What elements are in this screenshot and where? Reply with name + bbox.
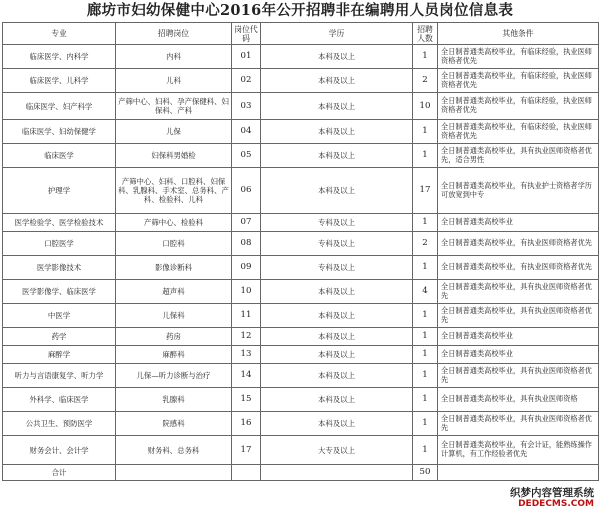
cell-code: 06	[232, 168, 261, 214]
recruitment-table	[2, 22, 599, 481]
cell-edu: 本科及以上	[261, 304, 413, 328]
cell-count: 1	[413, 45, 438, 69]
cell-major: 临床医学、妇幼保健学	[3, 120, 116, 144]
cell-major: 财务会计、会计学	[3, 436, 116, 465]
cell-post: 内科	[116, 45, 232, 69]
cell-edu: 本科及以上	[261, 69, 413, 93]
cell-cond: 全日制普通类高校毕业，具有执业医师资格者优先	[438, 280, 599, 304]
header-post: 招聘岗位	[116, 23, 232, 45]
header-cond: 其他条件	[438, 23, 599, 45]
cell-major: 麻醉学	[3, 346, 116, 364]
watermark	[510, 488, 594, 510]
cell-code: 14	[232, 364, 261, 388]
cell-count: 1	[413, 412, 438, 436]
cell-code: 16	[232, 412, 261, 436]
table-row	[3, 69, 599, 93]
header-edu: 学历	[261, 23, 413, 45]
cell-major: 外科学、临床医学	[3, 388, 116, 412]
cell-major: 中医学	[3, 304, 116, 328]
cell-code: 01	[232, 45, 261, 69]
cell-major: 药学	[3, 328, 116, 346]
cell-count: 2	[413, 69, 438, 93]
cell-count: 4	[413, 280, 438, 304]
cell-major: 临床医学、内科学	[3, 45, 116, 69]
cell-code: 04	[232, 120, 261, 144]
cell-major: 公共卫生、预防医学	[3, 412, 116, 436]
cell-post: 乳腺科	[116, 388, 232, 412]
cell-major: 临床医学	[3, 144, 116, 168]
cell-edu: 本科及以上	[261, 168, 413, 214]
cell-edu: 本科及以上	[261, 120, 413, 144]
cell-count: 17	[413, 168, 438, 214]
cell-post: 财务科、总务科	[116, 436, 232, 465]
total-empty-cond	[438, 465, 599, 481]
cell-post: 儿科	[116, 69, 232, 93]
cell-post: 儿保	[116, 120, 232, 144]
cell-cond: 全日制普通类高校毕业，有执业医师资格者优先	[438, 256, 599, 280]
watermark-line1: 织梦内容管理系统	[510, 487, 594, 499]
cell-major: 医学影像学、临床医学	[3, 280, 116, 304]
total-empty-post	[116, 465, 232, 481]
cell-post: 院感科	[116, 412, 232, 436]
total-count: 50	[413, 465, 438, 481]
table-row	[3, 280, 599, 304]
cell-major: 护理学	[3, 168, 116, 214]
cell-cond: 全日制普通类高校毕业	[438, 328, 599, 346]
cell-count: 1	[413, 346, 438, 364]
cell-edu: 本科及以上	[261, 412, 413, 436]
table-row	[3, 232, 599, 256]
cell-edu: 专科及以上	[261, 232, 413, 256]
cell-major: 临床医学、妇产科学	[3, 93, 116, 120]
cell-count: 1	[413, 304, 438, 328]
cell-code: 13	[232, 346, 261, 364]
cell-cond: 全日制普通类高校毕业，有执业护士资格者学历可放宽到中专	[438, 168, 599, 214]
table-row	[3, 304, 599, 328]
cell-edu: 大专及以上	[261, 436, 413, 465]
cell-count: 1	[413, 388, 438, 412]
table-row	[3, 346, 599, 364]
cell-cond: 全日制普通类高校毕业	[438, 214, 599, 232]
cell-edu: 专科及以上	[261, 256, 413, 280]
page-title: 廊坊市妇幼保健中心2016年公开招聘非在编聘用人员岗位信息表	[86, 2, 514, 19]
cell-edu: 本科及以上	[261, 144, 413, 168]
cell-count: 1	[413, 256, 438, 280]
cell-code: 02	[232, 69, 261, 93]
cell-post: 超声科	[116, 280, 232, 304]
cell-edu: 本科及以上	[261, 388, 413, 412]
cell-edu: 本科及以上	[261, 45, 413, 69]
cell-code: 17	[232, 436, 261, 465]
header-code: 岗位代码	[232, 23, 261, 45]
cell-post: 产筛中心、妇科、孕产保健科、妇保科、产科	[116, 93, 232, 120]
cell-code: 08	[232, 232, 261, 256]
table-row	[3, 256, 599, 280]
cell-cond: 全日制普通类高校毕业，有执业医师资格者优先	[438, 232, 599, 256]
table-row	[3, 45, 599, 69]
cell-cond: 全日制普通类高校毕业，有临床经验，执业医师资格者优先	[438, 45, 599, 69]
cell-code: 15	[232, 388, 261, 412]
table-row	[3, 328, 599, 346]
table-row	[3, 436, 599, 465]
table-row	[3, 120, 599, 144]
cell-code: 10	[232, 280, 261, 304]
cell-post: 影像诊断科	[116, 256, 232, 280]
cell-post: 药房	[116, 328, 232, 346]
cell-post: 口腔科	[116, 232, 232, 256]
header-major: 专业	[3, 23, 116, 45]
cell-code: 03	[232, 93, 261, 120]
total-empty-edu	[261, 465, 413, 481]
total-empty-code	[232, 465, 261, 481]
cell-code: 05	[232, 144, 261, 168]
cell-code: 11	[232, 304, 261, 328]
cell-cond: 全日制普通类高校毕业，具有执业医师资格者优先	[438, 364, 599, 388]
header-row	[3, 23, 599, 45]
cell-count: 10	[413, 93, 438, 120]
watermark-line2: DEDECMS.COM	[518, 499, 594, 509]
table-row	[3, 144, 599, 168]
cell-count: 1	[413, 144, 438, 168]
cell-post: 产筛中心、检验科	[116, 214, 232, 232]
cell-count: 1	[413, 328, 438, 346]
cell-major: 医学影像技术	[3, 256, 116, 280]
header-count: 招聘人数	[413, 23, 438, 45]
cell-edu: 本科及以上	[261, 93, 413, 120]
table-row	[3, 412, 599, 436]
table-row	[3, 168, 599, 214]
cell-major: 医学检验学、医学检验技术	[3, 214, 116, 232]
cell-cond: 全日制普通类高校毕业，具有执业医师资格者优先	[438, 412, 599, 436]
cell-count: 2	[413, 232, 438, 256]
cell-edu: 本科及以上	[261, 280, 413, 304]
cell-post: 儿保—听力诊断与治疗	[116, 364, 232, 388]
cell-code: 09	[232, 256, 261, 280]
cell-count: 1	[413, 214, 438, 232]
cell-count: 1	[413, 436, 438, 465]
cell-edu: 专科及以上	[261, 214, 413, 232]
cell-major: 临床医学、儿科学	[3, 69, 116, 93]
cell-cond: 全日制普通类高校毕业，有临床经验，执业医师资格者优先	[438, 120, 599, 144]
cell-code: 07	[232, 214, 261, 232]
cell-cond: 全日制普通类高校毕业	[438, 346, 599, 364]
cell-post: 儿保科	[116, 304, 232, 328]
cell-count: 1	[413, 364, 438, 388]
cell-post: 妇保科男婚检	[116, 144, 232, 168]
cell-edu: 本科及以上	[261, 346, 413, 364]
cell-edu: 本科及以上	[261, 364, 413, 388]
cell-code: 12	[232, 328, 261, 346]
total-label: 合计	[3, 465, 116, 481]
table-row	[3, 214, 599, 232]
table-row	[3, 388, 599, 412]
cell-cond: 全日制普通类高校毕业，有会计证，能熟练操作计算机，有工作经验者优先	[438, 436, 599, 465]
cell-cond: 全日制普通类高校毕业，具有执业医师资格者优先，适合男性	[438, 144, 599, 168]
cell-cond: 全日制普通类高校毕业，有临床经验，执业医师资格者优先	[438, 69, 599, 93]
cell-cond: 全日制普通类高校毕业，具有执业医师资格者优先	[438, 304, 599, 328]
cell-post: 产筛中心、妇科、口腔科、妇保科、乳腺科、手术室、总务科、产科、检验科、儿科	[116, 168, 232, 214]
table-row	[3, 93, 599, 120]
total-row	[3, 465, 599, 481]
cell-major: 听力与言语康复学、听力学	[3, 364, 116, 388]
cell-cond: 全日制普通类高校毕业，有临床经验，执业医师资格者优先	[438, 93, 599, 120]
cell-cond: 全日制普通类高校毕业，具有执业医师资格	[438, 388, 599, 412]
cell-post: 麻醉科	[116, 346, 232, 364]
cell-major: 口腔医学	[3, 232, 116, 256]
cell-edu: 本科及以上	[261, 328, 413, 346]
table-row	[3, 364, 599, 388]
cell-count: 1	[413, 120, 438, 144]
